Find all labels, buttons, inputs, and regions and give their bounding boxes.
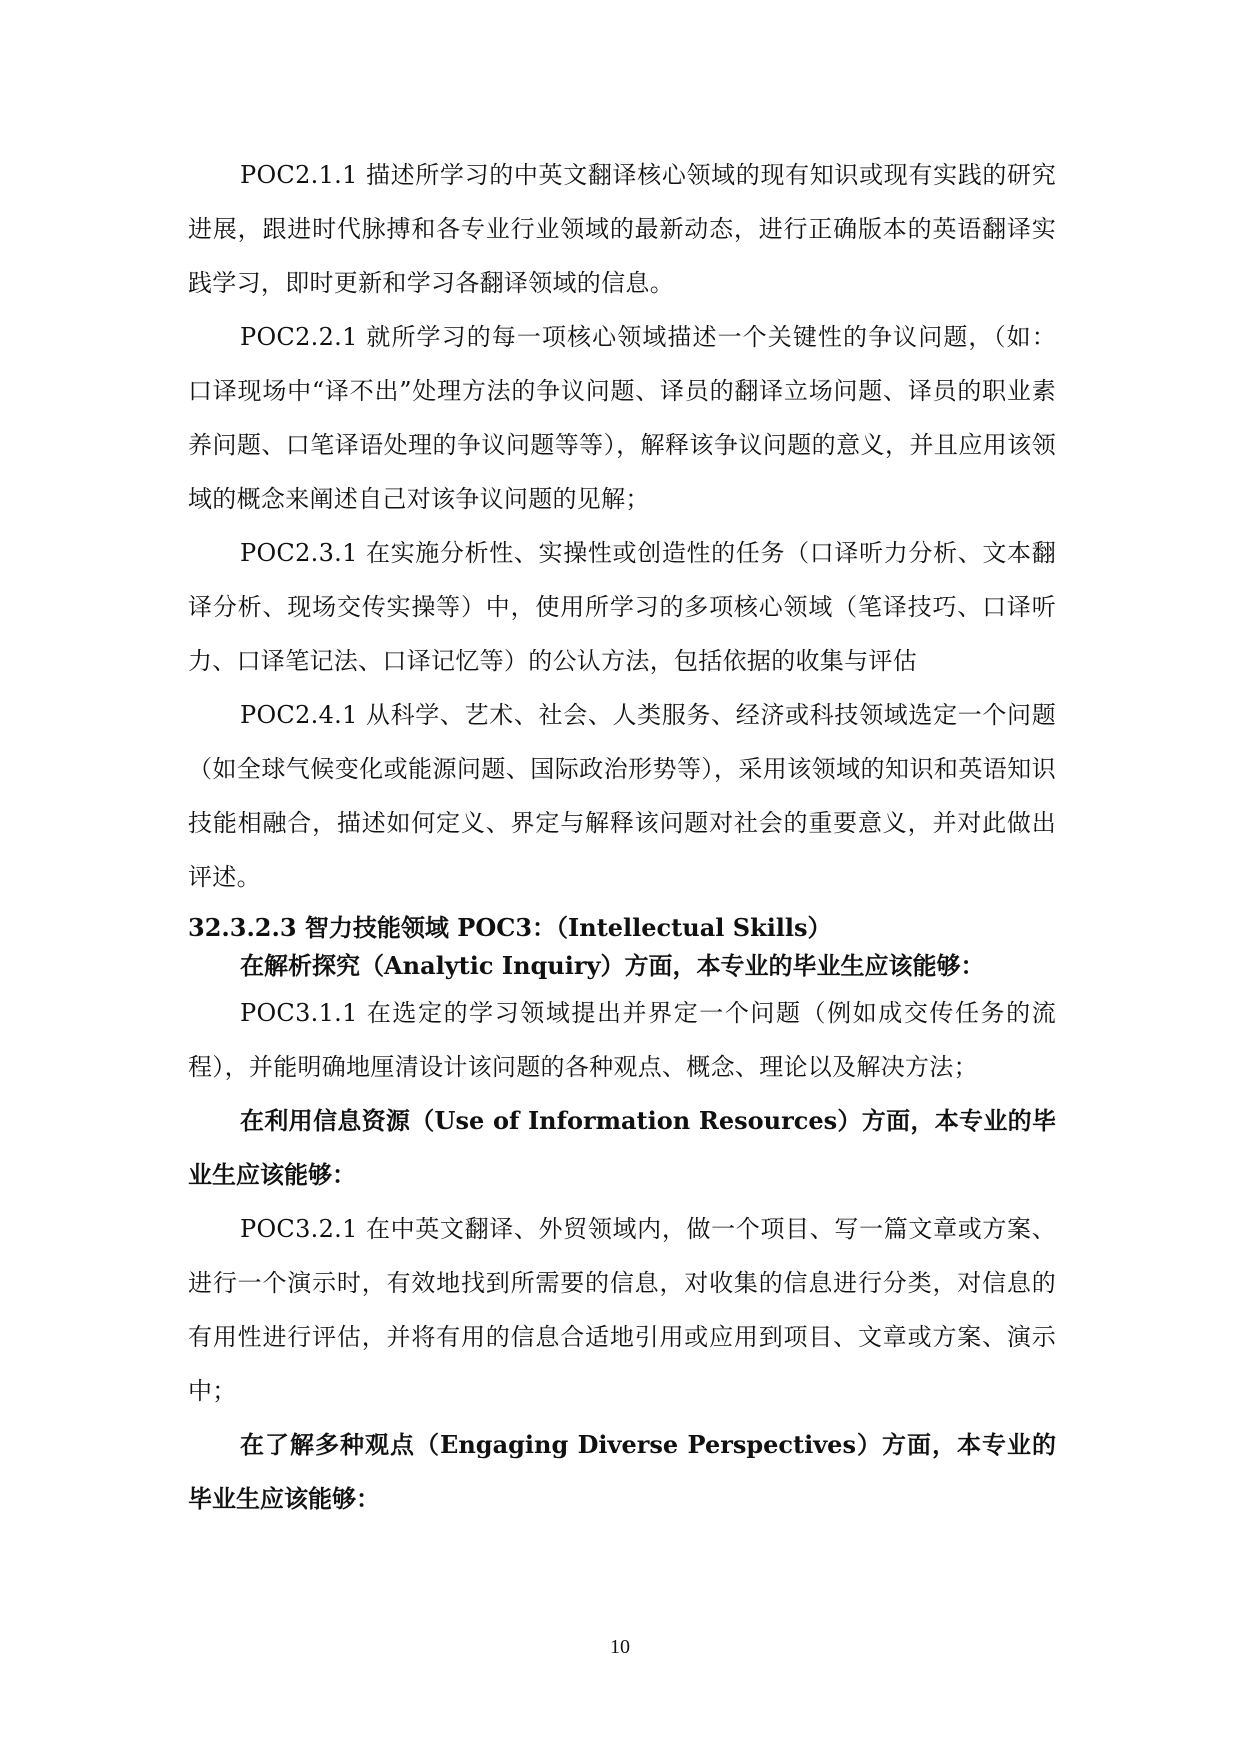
paragraph-poc3-2-1: POC3.2.1 在中英文翻译、外贸领域内，做一个项目、写一篇文章或方案、进行一个演示时，有效地找到所需要的信息，对收集的信息进行分类，对信息的有用性进行评估，并将有用的信息合适地引用或应用到项目、文章或方案、演示中； xyxy=(188,1215,1056,1405)
section-heading-intellectual-skills: 32.3.2.3 智力技能领域 POC3：（Intellectual Skills） xyxy=(188,913,832,942)
subheading-diverse-perspectives: 在了解多种观点（Engaging Diverse Perspectives）方面，本专业的毕业生应该能够： xyxy=(188,1430,1056,1513)
page-content xyxy=(188,148,1056,1526)
paragraph-poc3-1-1: POC3.1.1 在选定的学习领域提出并界定一个问题（例如成交传任务的流程），并能明确地厘清设计该问题的各种观点、概念、理论以及解决方法； xyxy=(188,999,1056,1081)
page-number: 10 xyxy=(610,1636,630,1658)
paragraph-poc2-2-1: POC2.2.1 就所学习的每一项核心领域描述一个关键性的争议问题，（如：口译现场中“译不出”处理方法的争议问题、译员的翻译立场问题、译员的职业素养问题、口笔译语处理的争议问题等等），解释该争议问题的意义，并且应用该领域的概念来阐述自己对该争议问题的见解； xyxy=(188,323,1056,513)
paragraph-poc2-4-1: POC2.4.1 从科学、艺术、社会、人类服务、经济或科技领域选定一个问题（如全球气候变化或能源问题、国际政治形势等），采用该领域的知识和英语知识技能相融合，描述如何定义、界定与解释该问题对社会的重要意义，并对此做出评述。 xyxy=(188,701,1056,891)
paragraph-poc2-1-1: POC2.1.1 描述所学习的中英文翻译核心领域的现有知识或现有实践的研究进展，跟进时代脉搏和各专业行业领域的最新动态，进行正确版本的英语翻译实践学习，即时更新和学习各翻译领域的信息。 xyxy=(188,161,1056,297)
subheading-analytic-inquiry: 在解析探究（Analytic Inquiry）方面，本专业的毕业生应该能够： xyxy=(240,951,985,980)
paragraph-poc2-3-1: POC2.3.1 在实施分析性、实操性或创造性的任务（口译听力分析、文本翻译分析、现场交传实操等）中，使用所学习的多项核心领域（笔译技巧、口译听力、口译笔记法、口译记忆等）的公认方法，包括依据的收集与评估 xyxy=(188,539,1056,675)
subheading-use-of-information: 在利用信息资源（Use of Information Resources）方面，本专业的毕业生应该能够： xyxy=(188,1106,1056,1189)
